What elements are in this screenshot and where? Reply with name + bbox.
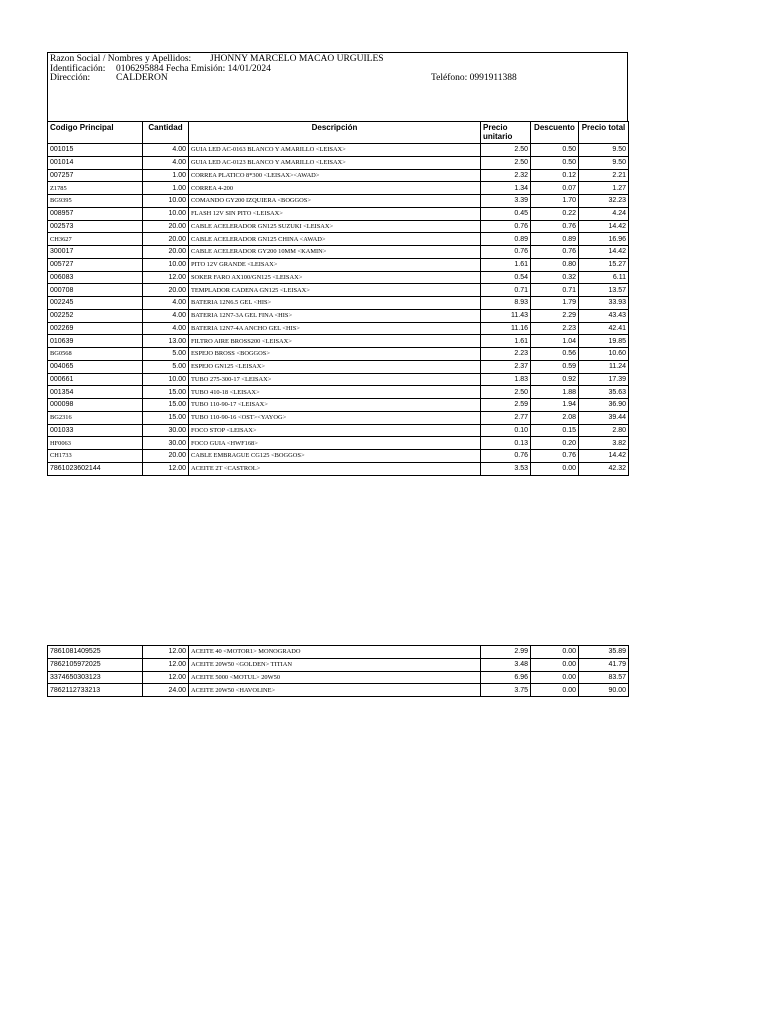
cell-precio-total: 14.42 <box>579 246 629 259</box>
cell-descripcion: TUBO 110-90-17 <LEISAX> <box>189 399 481 412</box>
cell-descripcion: CABLE ACELERADOR GN125 SUZUKI <LEISAX> <box>189 220 481 233</box>
direccion-label: Dirección: <box>50 73 91 83</box>
cell-cantidad: 4.00 <box>143 144 189 157</box>
cell-precio-total: 41.79 <box>579 658 629 671</box>
cell-cantidad: 10.00 <box>143 207 189 220</box>
cell-descuento: 0.07 <box>531 182 579 195</box>
cell-cantidad: 12.00 <box>143 671 189 684</box>
cell-cantidad: 10.00 <box>143 195 189 208</box>
cell-codigo: HF0063 <box>48 437 143 450</box>
table-row <box>48 646 629 659</box>
cell-precio-total: 33.93 <box>579 297 629 310</box>
table-row <box>48 399 629 412</box>
cell-cantidad: 20.00 <box>143 246 189 259</box>
cell-precio-total: 83.57 <box>579 671 629 684</box>
cell-cantidad: 20.00 <box>143 284 189 297</box>
cell-cantidad: 24.00 <box>143 684 189 697</box>
cell-descuento: 0.80 <box>531 258 579 271</box>
cell-codigo: 010639 <box>48 335 143 348</box>
razon-social-value: JHONNY MARCELO MACAO URGUILES <box>210 54 384 64</box>
cell-codigo: 002573 <box>48 220 143 233</box>
cell-descuento: 1.04 <box>531 335 579 348</box>
cell-descripcion: CORREA PLATICO 8*300 <LEISAX><AWAD> <box>189 169 481 182</box>
cell-descuento: 2.08 <box>531 411 579 424</box>
table-row <box>48 658 629 671</box>
table-row <box>48 220 629 233</box>
cell-precio-total: 3.82 <box>579 437 629 450</box>
cell-precio-unitario: 2.77 <box>481 411 531 424</box>
razon-social-label: Razon Social / Nombres y Apellidos: <box>50 54 192 64</box>
cell-codigo: CH1733 <box>48 450 143 463</box>
cell-codigo: 005727 <box>48 258 143 271</box>
cell-precio-unitario: 2.50 <box>481 144 531 157</box>
cell-precio-total: 32.23 <box>579 195 629 208</box>
cell-precio-total: 90.00 <box>579 684 629 697</box>
table-row <box>48 462 629 475</box>
cell-codigo: 001033 <box>48 424 143 437</box>
items-table <box>47 121 629 476</box>
cell-descripcion: COMANDO GY200 IZQUIERA <BOGGOS> <box>189 195 481 208</box>
table-row <box>48 360 629 373</box>
cell-precio-total: 2.80 <box>579 424 629 437</box>
cell-precio-unitario: 2.50 <box>481 386 531 399</box>
cell-codigo: 000661 <box>48 373 143 386</box>
cell-codigo: CH3627 <box>48 233 143 246</box>
cell-precio-total: 42.41 <box>579 322 629 335</box>
cell-cantidad: 12.00 <box>143 658 189 671</box>
cell-precio-unitario: 2.99 <box>481 646 531 659</box>
cell-cantidad: 4.00 <box>143 322 189 335</box>
cell-cantidad: 15.00 <box>143 411 189 424</box>
cell-descuento: 0.50 <box>531 144 579 157</box>
cell-descuento: 0.00 <box>531 684 579 697</box>
cell-descripcion: CORREA 4-200 <box>189 182 481 195</box>
table-row <box>48 335 629 348</box>
cell-descuento: 0.00 <box>531 658 579 671</box>
cell-descuento: 0.32 <box>531 271 579 284</box>
cell-precio-total: 42.32 <box>579 462 629 475</box>
cell-precio-unitario: 2.37 <box>481 360 531 373</box>
cell-precio-unitario: 0.76 <box>481 450 531 463</box>
table-row <box>48 246 629 259</box>
cell-precio-total: 43.43 <box>579 309 629 322</box>
cell-codigo: 7861023602144 <box>48 462 143 475</box>
cell-cantidad: 10.00 <box>143 373 189 386</box>
cell-descuento: 0.76 <box>531 450 579 463</box>
cell-descripcion: ACEITE 5000 <MOTUL> 20W50 <box>189 671 481 684</box>
cell-cantidad: 10.00 <box>143 258 189 271</box>
cell-precio-unitario: 2.23 <box>481 348 531 361</box>
cell-descripcion: CABLE ACELERADOR GN125 CHINA <AWAD> <box>189 233 481 246</box>
cell-precio-unitario: 2.32 <box>481 169 531 182</box>
identificacion-value: 0106295884 Fecha Emisión: 14/01/2024 <box>116 64 271 74</box>
table-row <box>48 195 629 208</box>
cell-cantidad: 15.00 <box>143 386 189 399</box>
direccion-value: CALDERON <box>116 73 168 83</box>
cell-precio-unitario: 6.96 <box>481 671 531 684</box>
cell-codigo: 7861081409525 <box>48 646 143 659</box>
cell-descripcion: FOCO STOP <LEISAX> <box>189 424 481 437</box>
table-row <box>48 671 629 684</box>
col-header-precio-total: Precio total <box>579 122 629 144</box>
cell-descuento: 0.76 <box>531 220 579 233</box>
cell-codigo: 002245 <box>48 297 143 310</box>
cell-precio-total: 2.21 <box>579 169 629 182</box>
table-row <box>48 233 629 246</box>
cell-codigo: 7862105972025 <box>48 658 143 671</box>
cell-descuento: 0.92 <box>531 373 579 386</box>
cell-precio-unitario: 3.75 <box>481 684 531 697</box>
cell-cantidad: 1.00 <box>143 182 189 195</box>
table-row <box>48 386 629 399</box>
cell-precio-unitario: 3.53 <box>481 462 531 475</box>
table-row <box>48 207 629 220</box>
col-header-codigo: Codigo Principal <box>48 122 143 144</box>
cell-precio-total: 6.11 <box>579 271 629 284</box>
cell-codigo: 000708 <box>48 284 143 297</box>
cell-cantidad: 12.00 <box>143 271 189 284</box>
cell-precio-total: 9.50 <box>579 156 629 169</box>
table-row <box>48 437 629 450</box>
cell-descuento: 1.88 <box>531 386 579 399</box>
table-row <box>48 411 629 424</box>
cell-descripcion: BATERIA 12N7-4A ANCHO GEL <HIS> <box>189 322 481 335</box>
cell-codigo: 000098 <box>48 399 143 412</box>
cell-descuento: 0.76 <box>531 246 579 259</box>
cell-descuento: 0.15 <box>531 424 579 437</box>
cell-cantidad: 20.00 <box>143 220 189 233</box>
cell-codigo: 001014 <box>48 156 143 169</box>
cell-codigo: BG2316 <box>48 411 143 424</box>
table-row <box>48 156 629 169</box>
col-header-cantidad: Cantidad <box>143 122 189 144</box>
cell-precio-total: 13.57 <box>579 284 629 297</box>
cell-descripcion: TUBO 275-300-17 <LEISAX> <box>189 373 481 386</box>
cell-codigo: BG0568 <box>48 348 143 361</box>
table-row <box>48 348 629 361</box>
cell-precio-unitario: 0.10 <box>481 424 531 437</box>
cell-cantidad: 1.00 <box>143 169 189 182</box>
table-row <box>48 424 629 437</box>
cell-precio-total: 1.27 <box>579 182 629 195</box>
cell-precio-total: 10.60 <box>579 348 629 361</box>
cell-descuento: 1.70 <box>531 195 579 208</box>
cell-cantidad: 5.00 <box>143 348 189 361</box>
cell-descripcion: FLASH 12V SIN PITO <LEISAX> <box>189 207 481 220</box>
cell-precio-unitario: 0.76 <box>481 246 531 259</box>
cell-precio-total: 14.42 <box>579 220 629 233</box>
cell-descuento: 0.56 <box>531 348 579 361</box>
cell-precio-total: 19.85 <box>579 335 629 348</box>
identificacion-label: Identificación: <box>50 64 106 74</box>
cell-codigo: 008957 <box>48 207 143 220</box>
cell-precio-unitario: 1.34 <box>481 182 531 195</box>
cell-precio-total: 17.39 <box>579 373 629 386</box>
cell-precio-unitario: 0.13 <box>481 437 531 450</box>
cell-descripcion: SOKER FARO AX100/GN125 <LEISAX> <box>189 271 481 284</box>
cell-cantidad: 4.00 <box>143 156 189 169</box>
col-header-descripcion: Descripción <box>189 122 481 144</box>
cell-precio-total: 9.50 <box>579 144 629 157</box>
cell-precio-unitario: 1.61 <box>481 335 531 348</box>
cell-precio-unitario: 11.43 <box>481 309 531 322</box>
cell-codigo: 002269 <box>48 322 143 335</box>
table-row <box>48 182 629 195</box>
table-row <box>48 450 629 463</box>
table-row <box>48 284 629 297</box>
cell-precio-total: 15.27 <box>579 258 629 271</box>
cell-precio-total: 39.44 <box>579 411 629 424</box>
cell-precio-unitario: 3.39 <box>481 195 531 208</box>
cell-cantidad: 5.00 <box>143 360 189 373</box>
cell-precio-unitario: 11.16 <box>481 322 531 335</box>
items-table-continued-body <box>48 646 629 697</box>
cell-descripcion: ESPEJO BROSS <BOGGOS> <box>189 348 481 361</box>
col-header-descuento: Descuento <box>531 122 579 144</box>
cell-precio-total: 14.42 <box>579 450 629 463</box>
cell-precio-unitario: 0.54 <box>481 271 531 284</box>
cell-cantidad: 30.00 <box>143 437 189 450</box>
cell-descuento: 2.29 <box>531 309 579 322</box>
cell-precio-unitario: 3.48 <box>481 658 531 671</box>
cell-descripcion: ESPEJO GN125 <LEISAX> <box>189 360 481 373</box>
cell-codigo: 3374650303123 <box>48 671 143 684</box>
cell-precio-total: 35.89 <box>579 646 629 659</box>
table-header-row <box>48 122 629 144</box>
table-row <box>48 297 629 310</box>
cell-cantidad: 20.00 <box>143 233 189 246</box>
cell-descuento: 2.23 <box>531 322 579 335</box>
cell-cantidad: 4.00 <box>143 297 189 310</box>
cell-descripcion: TUBO 110-90-16 <OST><YAYOG> <box>189 411 481 424</box>
cell-descripcion: TEMPLADOR CADENA GN125 <LEISAX> <box>189 284 481 297</box>
cell-precio-unitario: 2.59 <box>481 399 531 412</box>
cell-codigo: 006083 <box>48 271 143 284</box>
cell-codigo: 001015 <box>48 144 143 157</box>
customer-info-box <box>47 52 628 122</box>
cell-cantidad: 30.00 <box>143 424 189 437</box>
cell-precio-total: 35.63 <box>579 386 629 399</box>
cell-descuento: 0.00 <box>531 671 579 684</box>
table-row <box>48 258 629 271</box>
cell-precio-total: 16.96 <box>579 233 629 246</box>
cell-precio-unitario: 0.71 <box>481 284 531 297</box>
cell-cantidad: 12.00 <box>143 646 189 659</box>
cell-descripcion: ACEITE 20W50 <HAVOLINE> <box>189 684 481 697</box>
cell-cantidad: 15.00 <box>143 399 189 412</box>
cell-descuento: 0.20 <box>531 437 579 450</box>
cell-descuento: 0.89 <box>531 233 579 246</box>
cell-cantidad: 12.00 <box>143 462 189 475</box>
cell-descripcion: BATERIA 12N7-3A GEL FINA <HIS> <box>189 309 481 322</box>
cell-cantidad: 13.00 <box>143 335 189 348</box>
cell-descripcion: GUIA LED AC-0163 BLANCO Y AMARILLO <LEISAX> <box>189 144 481 157</box>
cell-codigo: BG9395 <box>48 195 143 208</box>
cell-descripcion: ACEITE 40 <MOTOR1> MONOGRADO <box>189 646 481 659</box>
cell-descripcion: PITO 12V GRANDE <LEISAX> <box>189 258 481 271</box>
cell-codigo: 001354 <box>48 386 143 399</box>
table-row <box>48 684 629 697</box>
cell-descuento: 0.00 <box>531 462 579 475</box>
cell-descripcion: BATERIA 12N6.5 GEL <HIS> <box>189 297 481 310</box>
table-row <box>48 322 629 335</box>
cell-descripcion: FOCO GUIA <HWF168> <box>189 437 481 450</box>
cell-codigo: Z1785 <box>48 182 143 195</box>
cell-codigo: 002252 <box>48 309 143 322</box>
cell-descripcion: TUBO 410-18 <LEISAX> <box>189 386 481 399</box>
cell-codigo: 007257 <box>48 169 143 182</box>
cell-descuento: 1.94 <box>531 399 579 412</box>
cell-descuento: 0.12 <box>531 169 579 182</box>
cell-precio-unitario: 2.50 <box>481 156 531 169</box>
table-row <box>48 271 629 284</box>
cell-descripcion: FILTRO AIRE BROSS200 <LEISAX> <box>189 335 481 348</box>
cell-precio-unitario: 8.93 <box>481 297 531 310</box>
telefono: Teléfono: 0991911388 <box>431 73 517 83</box>
cell-cantidad: 4.00 <box>143 309 189 322</box>
cell-descripcion: ACEITE 20W50 <GOLDEN> TITIAN <box>189 658 481 671</box>
col-header-precio-unitario: Precio unitario <box>481 122 531 144</box>
cell-precio-unitario: 0.89 <box>481 233 531 246</box>
cell-descuento: 0.59 <box>531 360 579 373</box>
cell-descuento: 0.71 <box>531 284 579 297</box>
cell-cantidad: 20.00 <box>143 450 189 463</box>
cell-precio-total: 4.24 <box>579 207 629 220</box>
table-row <box>48 309 629 322</box>
cell-precio-unitario: 0.76 <box>481 220 531 233</box>
cell-descuento: 1.79 <box>531 297 579 310</box>
cell-codigo: 7862112733213 <box>48 684 143 697</box>
table-row <box>48 144 629 157</box>
cell-descripcion: CABLE ACELERADOR GY200 10MM <KAMIN> <box>189 246 481 259</box>
cell-descuento: 0.00 <box>531 646 579 659</box>
cell-precio-unitario: 1.61 <box>481 258 531 271</box>
cell-descripcion: CABLE EMBRAGUE CG125 <BOGGOS> <box>189 450 481 463</box>
items-table-body <box>48 144 629 476</box>
table-row <box>48 373 629 386</box>
cell-descripcion: GUIA LED AC-0123 BLANCO Y AMARILLO <LEISAX> <box>189 156 481 169</box>
items-table-continued <box>47 645 629 697</box>
cell-precio-total: 36.90 <box>579 399 629 412</box>
cell-descuento: 0.50 <box>531 156 579 169</box>
cell-precio-unitario: 1.83 <box>481 373 531 386</box>
cell-descuento: 0.22 <box>531 207 579 220</box>
cell-precio-unitario: 0.45 <box>481 207 531 220</box>
cell-descripcion: ACEITE 2T <CASTROL> <box>189 462 481 475</box>
table-row <box>48 169 629 182</box>
cell-codigo: 300017 <box>48 246 143 259</box>
cell-precio-total: 11.24 <box>579 360 629 373</box>
cell-codigo: 004065 <box>48 360 143 373</box>
